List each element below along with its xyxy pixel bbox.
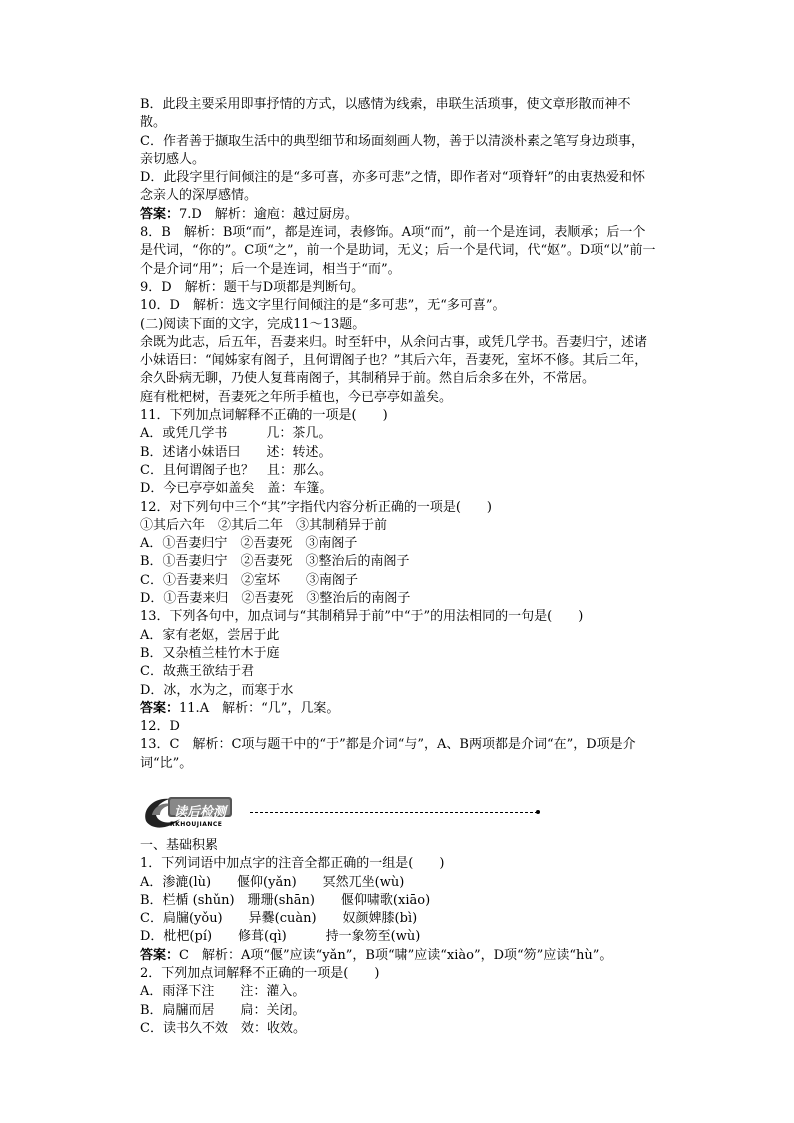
text-line: 8．B 解析：B项“而”，都是连词，表修饰。A项“而”，前一个是连词，表顺承；后一个是代词，“你的”。C项“之”，前一个是助词，无义；后一个是代词，代“妪”。D项“以”前一个是介词“用”；后一个是连词，相当于“而”。 bbox=[140, 225, 656, 277]
text-line: 余既为此志，后五年，吾妻来归。时至轩中，从余问古事，或凭几学书。吾妻归宁，述诸小妹语曰：“闻姊家有阁子，且何谓阁子也？”其后六年，吾妻死，室坏不修。其后二年，余久卧病无聊，乃使人复葺南阁子，其制稍异于前。然自后余多在外，不常居。 bbox=[140, 334, 648, 387]
answer-line bbox=[140, 206, 656, 224]
text-line: A．家有老妪，尝居于此 bbox=[140, 627, 280, 643]
text-line: B．述诸小妹语曰 述：转述。 bbox=[140, 444, 332, 460]
text-line: A．或凭几学书 几：茶几。 bbox=[140, 426, 332, 442]
text-line: D．此段字里行间倾注的是“多可喜，亦多可悲”之情，即作者对“项脊轩”的由衷热爱和怀念亲人的深厚感情。 bbox=[140, 170, 646, 204]
text-line: C．读书久不效 效：收效。 bbox=[140, 1020, 306, 1036]
section-badge bbox=[140, 791, 656, 837]
text-line: 12．对下列句中三个“其”字指代内容分析正确的一项是( ) bbox=[140, 499, 492, 515]
text-line: 13．C 解析：C项与题干中的“于”都是介词“与”，A、B两项都是介词“在”，D项是介词“比”。 bbox=[140, 737, 636, 771]
text-line: 13．下列各句中，加点词与“其制稍异于前”中“于”的用法相同的一句是( ) bbox=[140, 609, 584, 625]
badge-divider bbox=[250, 812, 538, 813]
answer-text: 7.D 解析：逾庖：越过厨房。 bbox=[179, 206, 358, 222]
question-block bbox=[140, 965, 656, 1038]
text-line: D．今已亭亭如盖矣 盖：车篷。 bbox=[140, 481, 333, 497]
explanation-block bbox=[140, 718, 656, 773]
text-line: C．且何谓阁子也？ 且：那么。 bbox=[140, 462, 332, 478]
text-line: 一、基础积累 bbox=[140, 837, 219, 853]
text-line: D．①吾妻来归 ②吾妻死 ③整治后的南阁子 bbox=[140, 591, 411, 607]
basic-practice-block bbox=[140, 837, 656, 947]
badge-title: 读后检测 bbox=[174, 804, 227, 820]
text-line: (二)阅读下面的文字，完成11～13题。 bbox=[140, 316, 366, 332]
text-line: A．雨泽下注 注：灌入。 bbox=[140, 984, 306, 1000]
answer-line bbox=[140, 947, 656, 965]
answer-line bbox=[140, 700, 656, 718]
document-content bbox=[140, 96, 656, 1038]
text-line: 10．D 解析：选文字里行间倾注的是“多可悲”，无“多可喜”。 bbox=[140, 298, 506, 314]
text-line: 1．下列词语中加点字的注音全都正确的一组是( ) bbox=[140, 856, 445, 872]
answer-text: 11.A 解析：“几”，几案。 bbox=[179, 700, 340, 716]
text-line: C．故燕王欲结于君 bbox=[140, 664, 254, 680]
text-line: B．扃牖而居 扃：关闭。 bbox=[140, 1002, 306, 1018]
text-line: B．此段主要采用即事抒情的方式，以感情为线索，串联生活琐事，使文章形散而神不散。 bbox=[140, 97, 631, 131]
answer-label: 答案： bbox=[140, 206, 180, 222]
text-line: D．冰，水为之，而寒于水 bbox=[140, 682, 294, 698]
text-line: C．①吾妻来归 ②室坏 ③南阁子 bbox=[140, 572, 358, 588]
answer-text: C 解析：A项“偃”应读“yǎn”，B项“啸”应读“xiào”，D项“笏”应读“hù”。 bbox=[179, 947, 613, 963]
text-line: D．枇杷(pí) 修葺(qì) 持一象笏至(wù) bbox=[140, 929, 421, 945]
text-line: B．栏楯 (shǔn) 珊珊(shān) 偃仰啸歌(xiāo) bbox=[140, 892, 431, 908]
question-options-block bbox=[140, 96, 656, 206]
badge-subtitle: RKHOUJIANCE bbox=[170, 820, 223, 828]
text-line: 11．下列加点词解释不正确的一项是( ) bbox=[140, 408, 388, 424]
text-line: B．①吾妻归宁 ②吾妻死 ③整治后的南阁子 bbox=[140, 554, 410, 570]
text-line: 12．D bbox=[140, 719, 180, 735]
text-line: 2．下列加点词解释不正确的一项是( ) bbox=[140, 966, 380, 982]
text-line: 庭有枇杷树，吾妻死之年所手植也，今已亭亭如盖矣。 bbox=[140, 389, 453, 405]
text-line: ①其后六年 ②其后二年 ③其制稍异于前 bbox=[140, 517, 388, 533]
text-line: 9．D 解析：题干与D项都是判断句。 bbox=[140, 279, 365, 295]
badge-divider-end bbox=[536, 810, 540, 814]
text-line: A．①吾妻归宁 ②吾妻死 ③南阁子 bbox=[140, 536, 358, 552]
reading-section-block bbox=[140, 224, 656, 700]
answer-label: 答案： bbox=[140, 700, 180, 716]
text-line: C．作者善于撷取生活中的典型细节和场面刻画人物，善于以清淡朴素之笔写身边琐事，亲切感人。 bbox=[140, 133, 644, 167]
text-line: A．渗漉(lù) 偃仰(yǎn) 冥然兀坐(wù) bbox=[140, 874, 405, 890]
answer-label: 答案： bbox=[140, 947, 180, 963]
text-line: C．扃牖(yǒu) 异爨(cuàn) 奴颜婢膝(bì) bbox=[140, 911, 418, 927]
text-line: B．又杂植兰桂竹木于庭 bbox=[140, 645, 280, 661]
